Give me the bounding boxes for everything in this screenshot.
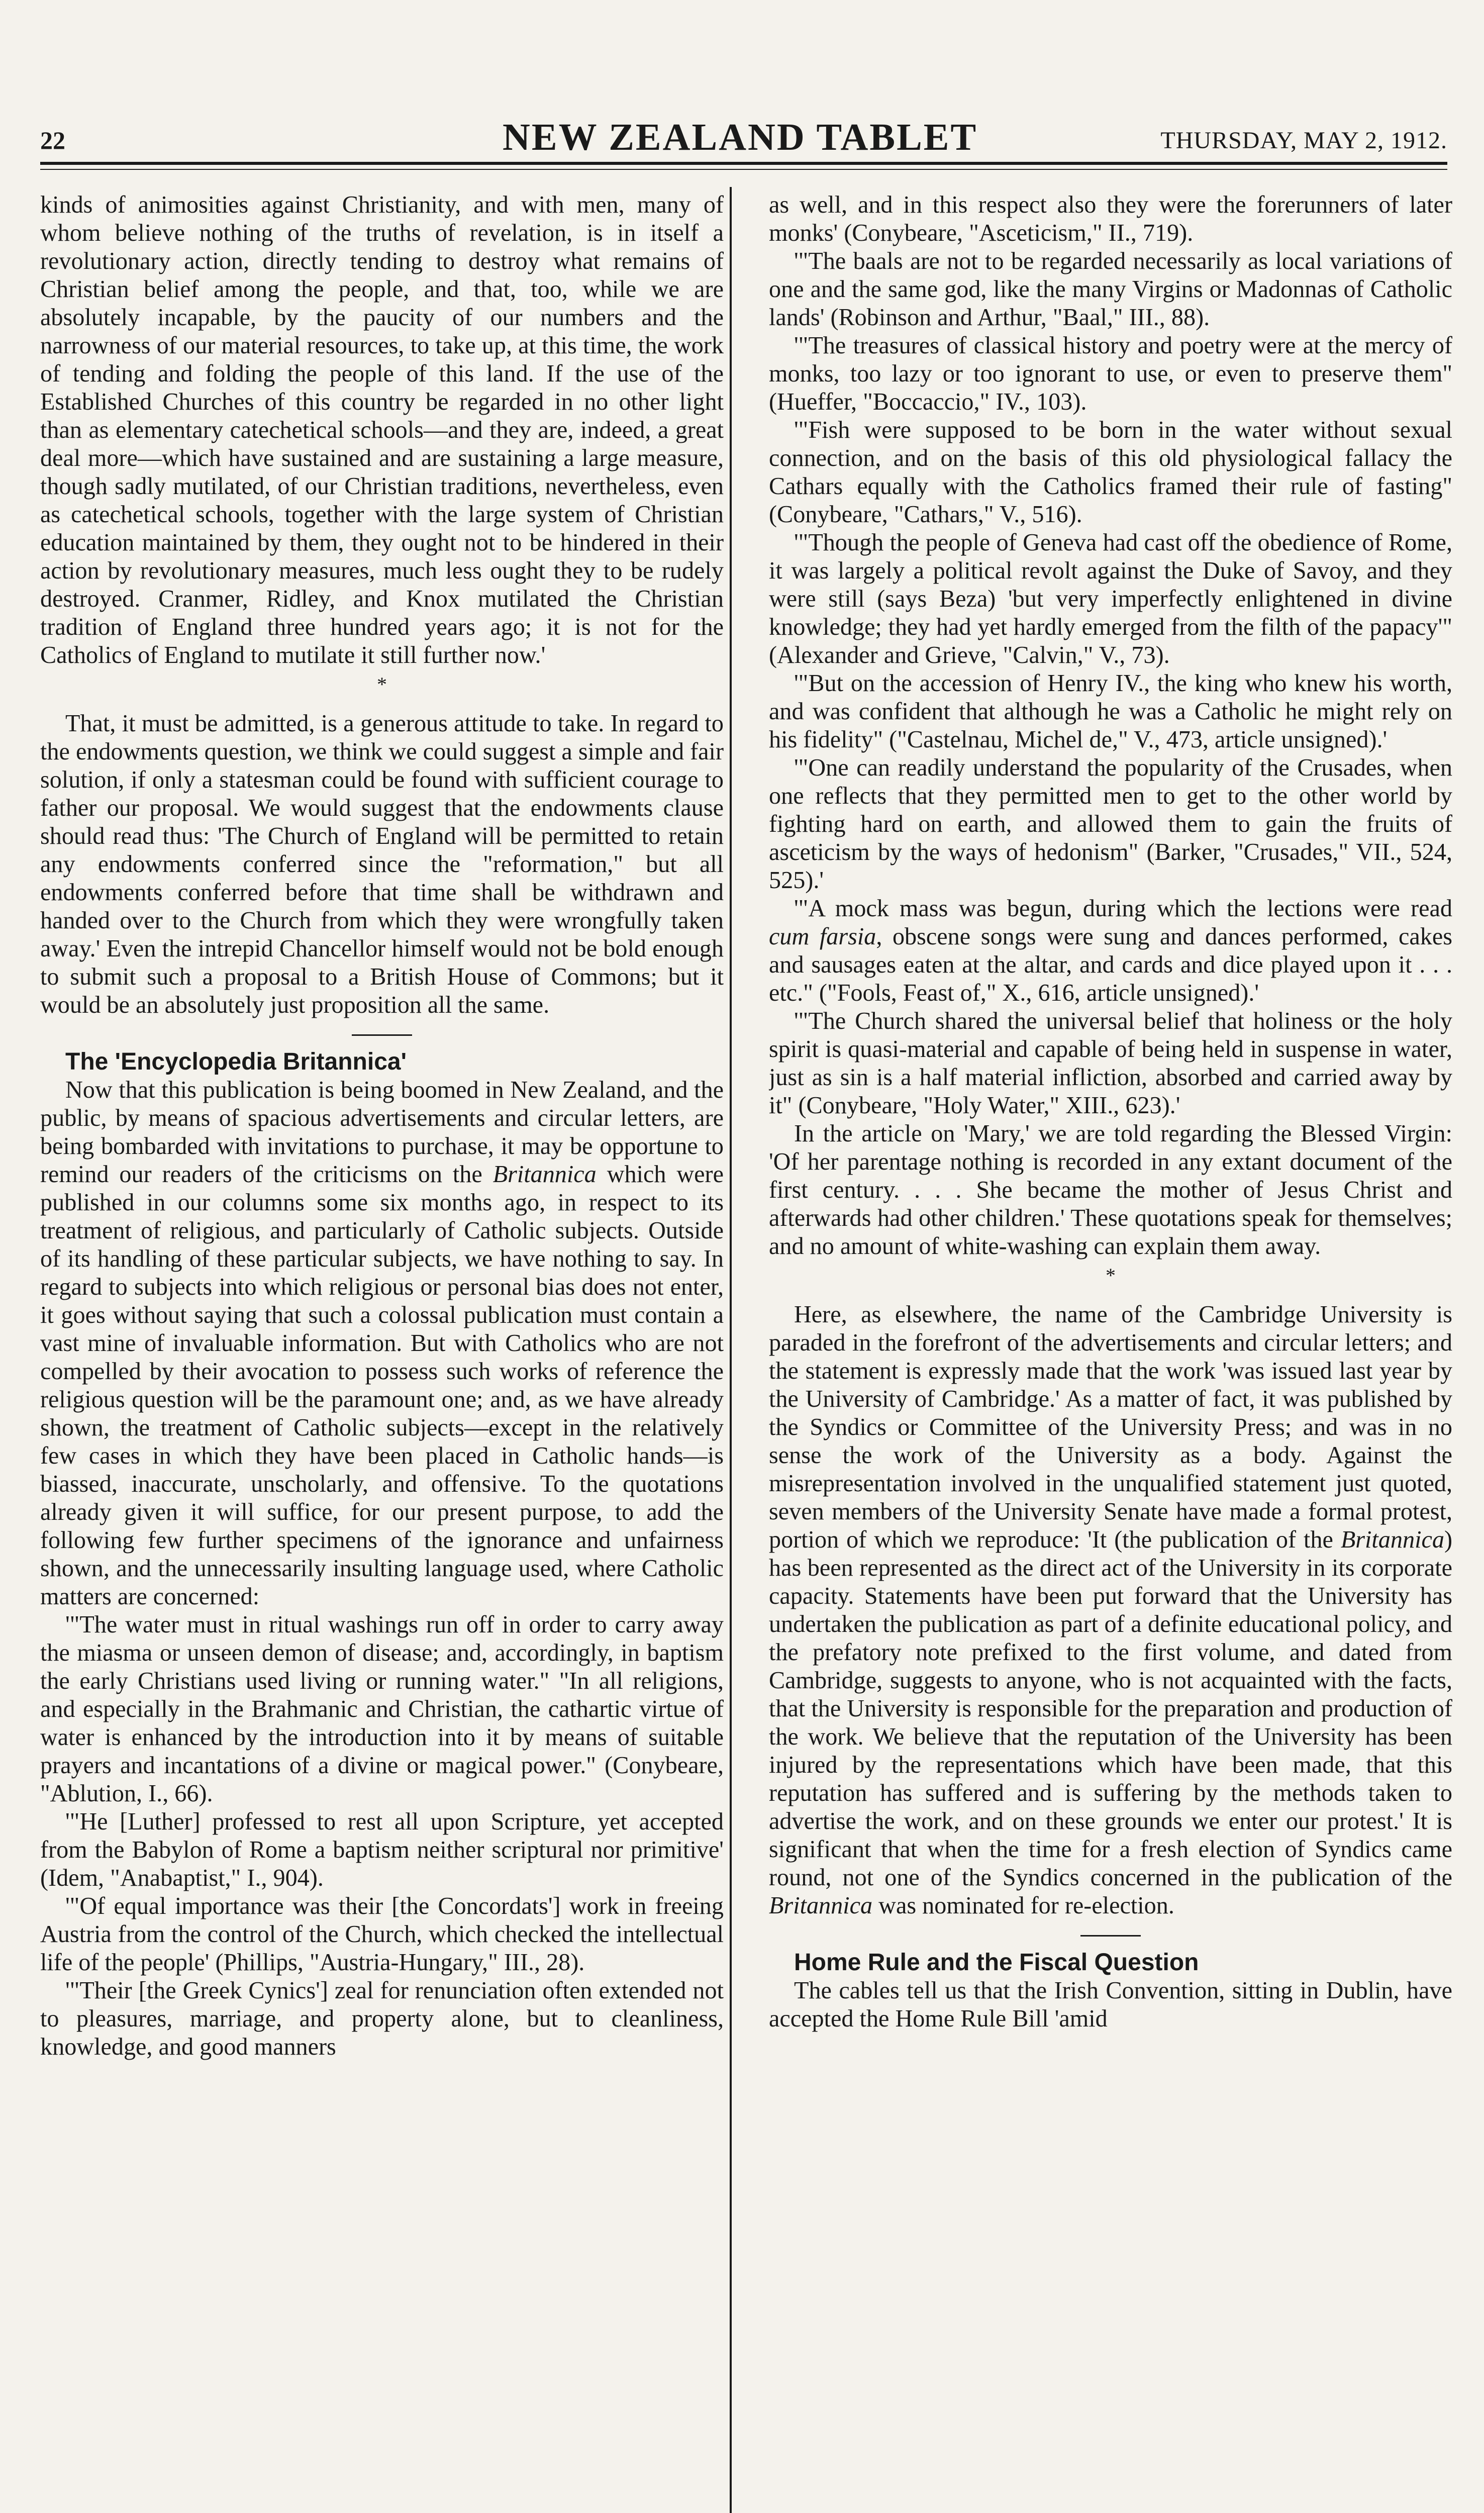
- quotation: '"One can readily understand the popularity of the Crusades, when one reflects that they permitted men to get to the other world by fighting hard on earth, and allowed them to gain the fruits of asceticism by the ways of hedonism" (Barker, "Crusades," VII., 524, 525).': [769, 754, 1452, 894]
- paragraph: That, it must be admitted, is a generous attitude to take. In regard to the endowments question, we think we could suggest a simple and fair solution, if only a statesman could be found with sufficient courage to father our proposal. We would suggest that the endowments clause should read thus: 'The Church of England will be permitted to retain any endowments conferred since the "reformation," but all endowments conferred before that time shall be withdrawn and handed over to the Church from which they were wrongfully taken away.' Even the intrepid Chancellor himself would not be bold enough to submit such a proposal to a British House of Commons; but it would be an absolutely just proposition all the same.: [40, 710, 724, 1018]
- paragraph: Here, as elsewhere, the name of the Cambridge University is paraded in the forefront of the advertisements and circular letters; and the statement is expressly made that the work 'was issued last year by the University of Cambridge.' As a matter of fact, it was published by the Syndics or Committee of the University Press; and was in no sense the work of the University as a body. Against the misrepresentation involved in the unqualified statement just quoted, seven members of the University Senate have made a formal protest, portion of which we reproduce: 'It (the publication of the Britannica) has been represented as the direct act of the University in its corporate capacity. Statements have been put forward that the University has undertaken the publication as part of a definite educational policy, and the prefatory note prefixed to the first volume, and dated from Cambridge, suggests to anyone, who is not acquainted with the facts, that the University is responsible for the preparation and production of the work. We believe that the reputation of the University has been injured by the representations which have been made, that this reputation has suffered and is suffering by the methods taken to advertise the work, and on these grounds we enter our protest.' It is significant that when the time for a fresh election of Syndics came round, not one of the Syndics concerned in the publication of the Britannica was nominated for re-election.: [769, 1301, 1452, 1919]
- quotation: '"Fish were supposed to be born in the water without sexual connection, and on the basis of this old physiological fallacy the Cathars equally with the Catholics framed their rule of fasting" (Conybeare, "Cathars," V., 516).: [769, 417, 1452, 528]
- page-header: [40, 116, 1447, 156]
- paragraph: In the article on 'Mary,' we are told regarding the Blessed Virgin: 'Of her parentage nothing is recorded in any extant document of the first century. . . . She became the mother of Jesus Christ and afterwards had other children.' These quotations speak for themselves; and no amount of white-washing can explain them away.: [769, 1120, 1452, 1260]
- paragraph: The cables tell us that the Irish Convention, sitting in Dublin, have accepted the Home Rule Bill 'amid: [769, 1977, 1452, 2032]
- section-heading: Home Rule and the Fiscal Question: [794, 1949, 1199, 1976]
- right-column: [769, 191, 1452, 2513]
- quotation: '"Of equal importance was their [the Concordats'] work in freeing Austria from the control of the Church, which checked the intellectual life of the people' (Phillips, "Austria-Hungary," III., 28).: [40, 1893, 724, 1976]
- section-heading: The 'Encyclopedia Britannica': [65, 1048, 407, 1075]
- quotation: as well, and in this respect also they were the forerunners of later monks' (Conybeare, "Asceticism," II., 719).: [769, 191, 1452, 246]
- quotation: '"The water must in ritual washings run off in order to carry away the miasma or unseen demon of disease; and, accordingly, in baptism the early Christians used living or running water." "In all religions, and especially in the Brahmanic and Christian, the cathartic virtue of water is enhanced by the introduction into it by means of suitable prayers and incantations of a divine or magical power." (Conybeare, "Ablution, I., 66).: [40, 1611, 724, 1807]
- paragraph: kinds of animosities against Christianity, and with men, many of whom believe nothing of the truths of revelation, is in itself a revolutionary action, directly tending to destroy what remains of Christian belief among the people, and that, too, while we are absolutely incapable, by the paucity of our numbers and the narrowness of our material resources, to take up, at this time, the work of tending and folding the people of this land. If the use of the Established Churches of this country be regarded in no other light than as elementary catechetical schools—and they are, indeed, a great deal more—which have sustained and are sustaining a large measure, though sadly mutilated, of our Christian traditions, nevertheless, even as catechetical schools, together with the large system of Christian education maintained by them, they ought not to be hindered in their action by revolutionary measures, much less ought they to be rudely destroyed. Cranmer, Ridley, and Knox mutilated the Christian tradition of England three hundred years ago; it is not for the Catholics of England to mutilate it still further now.': [40, 191, 724, 668]
- quotation: '"The baals are not to be regarded necessarily as local variations of one and the same god, like the many Virgins or Madonnas of Catholic lands' (Robinson and Arthur, "Baal," III., 88).: [769, 248, 1452, 331]
- masthead-title: NEW ZEALAND TABLET: [503, 116, 978, 158]
- section-divider: [1080, 1935, 1141, 1937]
- quotation: '"The Church shared the universal belief that holiness or the holy spirit is quasi-material and capable of being held in suspense in water, just as sin is a half material infliction, absorbed and carried away by it" (Conybeare, "Holy Water," XIII., 623).': [769, 1008, 1452, 1119]
- section-divider: [352, 1034, 412, 1036]
- paragraph: Now that this publication is being boomed in New Zealand, and the public, by means of spacious advertisements and circular letters, are being bombarded with invitations to purchase, it may be opportune to remind our readers of the criticisms on the Britannica which were published in our columns some six months ago, in respect to its treatment of religious, and particularly of Catholic subjects. Outside of its handling of these particular subjects, we have nothing to say. In regard to subjects into which religious or personal bias does not enter, it goes without saying that such a colossal publication must contain a vast mine of invaluable information. But with Catholics who are not compelled by their avocation to possess such works of reference the religious question will be the paramount one; and, as we have already shown, the treatment of Catholic subjects—except in the relatively few cases in which they have been placed in Catholic hands—is biassed, inaccurate, unscholarly, and offensive. To the quotations already given it will suffice, for our present purpose, to add the following few further specimens of the ignorance and unfairness shown, and the unnecessarily insulting language used, where Catholic matters are concerned:: [40, 1077, 724, 1610]
- quotation: '"The treasures of classical history and poetry were at the mercy of monks, too lazy or too ignorant to use, or even to preserve them" (Hueffer, "Boccaccio," IV., 103).: [769, 332, 1452, 415]
- header-rule-thick: [40, 162, 1447, 165]
- quotation: '"Their [the Greek Cynics'] zeal for renunciation often extended not to pleasures, marriage, and property alone, but to cleanliness, knowledge, and good manners: [40, 1977, 724, 2060]
- section-star: *: [377, 673, 387, 696]
- header-rule-thin: [40, 169, 1447, 170]
- quotation: '"He [Luther] professed to rest all upon Scripture, yet accepted from the Babylon of Rome a baptism neither scriptural nor primitive' (Idem, "Anabaptist," I., 904).: [40, 1808, 724, 1891]
- quotation: '"A mock mass was begun, during which the lections were read cum farsia, obscene songs were sung and dances performed, cakes and sausages eaten at the altar, and cards and dice played upon it . . . etc." ("Fools, Feast of," X., 616, article unsigned).': [769, 895, 1452, 1006]
- column-divider: [730, 187, 732, 2513]
- section-star: *: [1106, 1264, 1116, 1287]
- issue-date: THURSDAY, MAY 2, 1912.: [1160, 127, 1447, 154]
- quotation: '"Though the people of Geneva had cast off the obedience of Rome, it was largely a political revolt against the Duke of Savoy, and they were still (says Beza) 'but very imperfectly enlightened in divine knowledge; they had yet hardly emerged from the filth of the papacy'" (Alexander and Grieve, "Calvin," V., 73).: [769, 529, 1452, 668]
- page-number: 22: [40, 126, 65, 154]
- quotation: '"But on the accession of Henry IV., the king who knew his worth, and was confident that although he was a Catholic he might rely on his fidelity" ("Castelnau, Michel de," V., 473, article unsigned).': [769, 670, 1452, 753]
- left-column: [40, 191, 724, 2513]
